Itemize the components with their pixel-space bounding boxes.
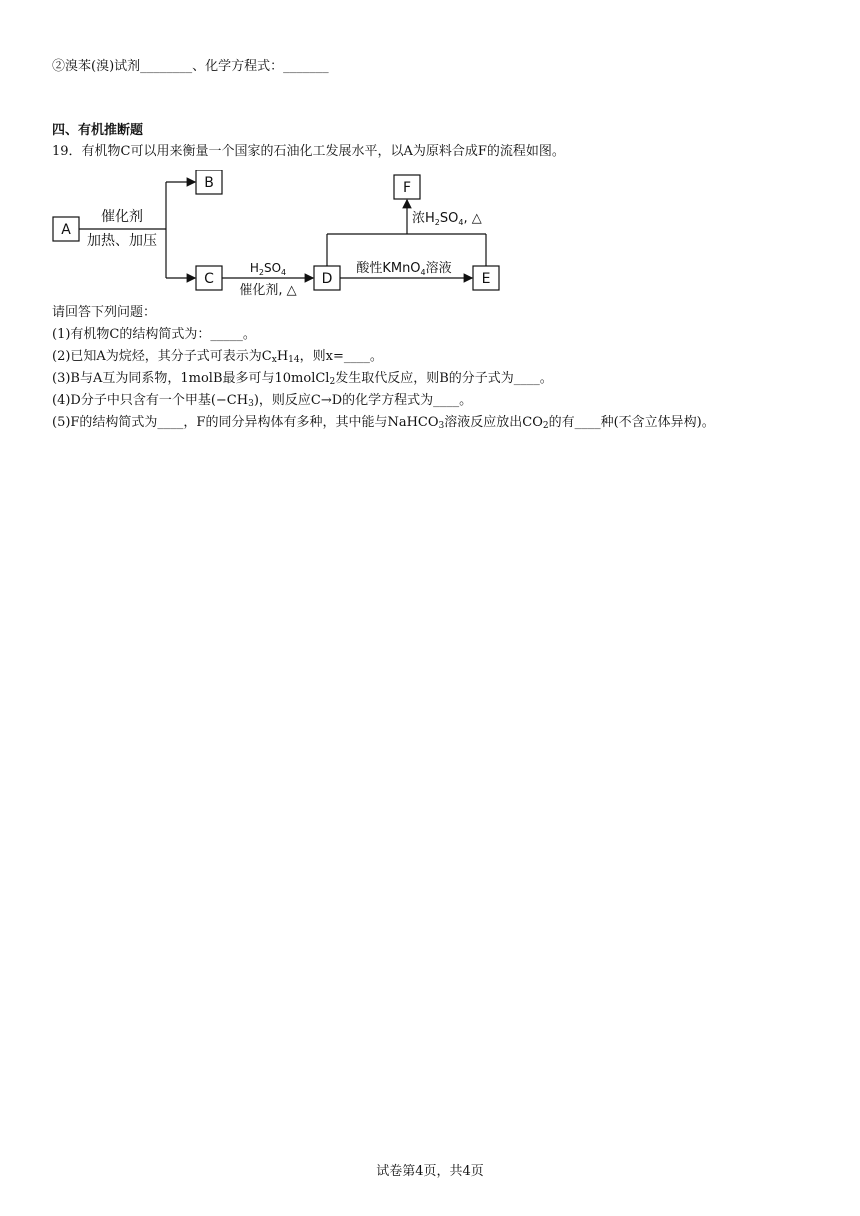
condition-heat-pressure: 加热、加压 <box>87 233 157 249</box>
section-title: 四、有机推断题 <box>52 123 144 138</box>
sub-question-2: (2)已知A为烷烃，其分子式可表示为$C_xH_{14}$，则x=____。 <box>52 349 383 365</box>
answer-prompt: 请回答下列问题： <box>52 305 157 320</box>
condition-catalyst-heat: 催化剂, △ <box>239 283 297 298</box>
condition-h2so4: $H_2SO_4$ <box>249 261 287 277</box>
page-footer: 试卷第4页，共4页 <box>376 1164 484 1179</box>
condition-conc-h2so4-heat: 浓$H_2SO_4$, △ <box>412 211 482 227</box>
sub-question-4: (4)D分子中只含有一个甲基$(-CH_3)$，则反应C→D的化学方程式为____。 <box>52 393 473 409</box>
previous-item: ②溴苯(溴)试剂________、化学方程式：_______ <box>52 59 329 74</box>
sub-question-5: (5)F的结构简式为____，F的同分异构体有多种，其中能与NaHCO$_3$溶液反应放出$CO_2$的有____种(不含立体异构)。 <box>52 415 715 431</box>
sub-question-3: (3)B与A互为同系物，1molB最多可与10molCl$_2$发生取代反应，则B的分子式为____。 <box>52 371 553 387</box>
box-e-label: E <box>481 271 491 287</box>
box-f-label: F <box>402 180 412 196</box>
box-a-label: A <box>61 222 71 238</box>
box-b-label: B <box>204 175 214 191</box>
sub-question-1: (1)有机物C的结构简式为：_____。 <box>52 327 256 342</box>
condition-kmno4: 酸性KMnO$_4$溶液 <box>356 261 452 277</box>
synthesis-flow-diagram <box>50 170 510 298</box>
condition-catalyst: 催化剂 <box>101 209 143 225</box>
box-c-label: C <box>204 271 214 287</box>
box-d-label: D <box>321 271 333 287</box>
question-19-stem: 19．有机物C可以用来衡量一个国家的石油化工发展水平，以A为原料合成F的流程如图。 <box>52 144 565 159</box>
